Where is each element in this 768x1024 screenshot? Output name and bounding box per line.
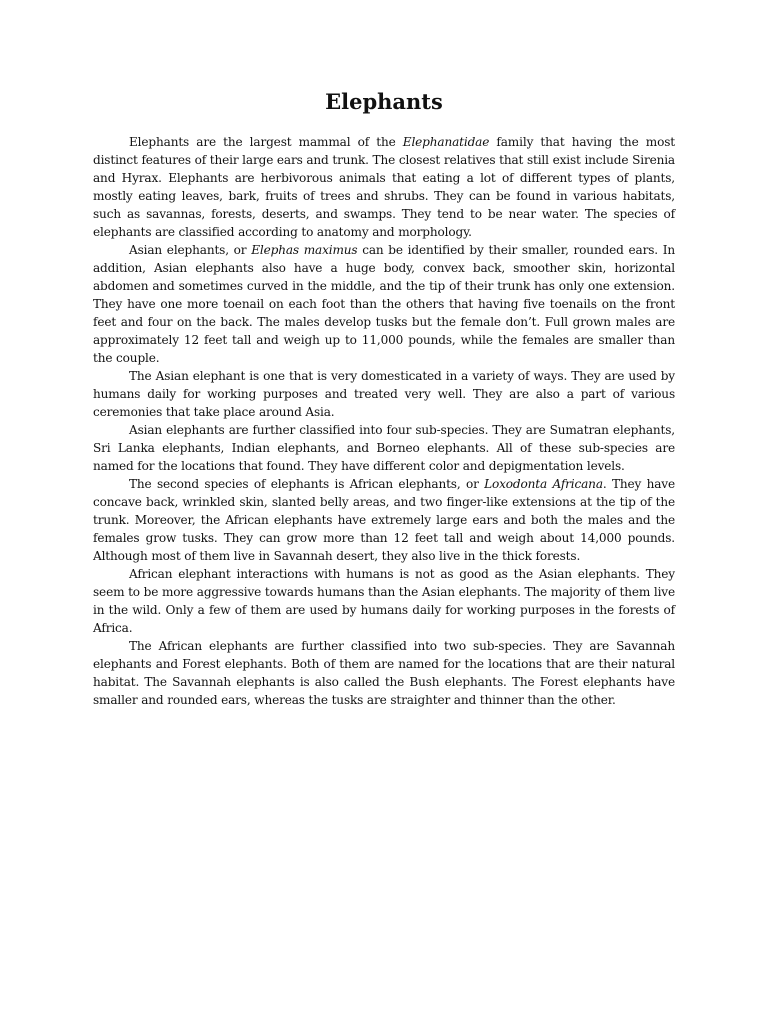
paragraph-african-interactions	[93, 565, 675, 637]
paragraph-italic-term: Loxodonta Africana	[484, 477, 603, 491]
paragraph-text: Asian elephants, or	[129, 243, 252, 257]
paragraph-italic-term: Elephas maximus	[251, 243, 358, 257]
paragraph-intro	[93, 133, 675, 241]
paragraph-african-subspecies	[93, 637, 675, 709]
paragraph-italic-term: Elephanatidae	[402, 135, 490, 149]
paragraph-asian-domestication	[93, 367, 675, 421]
paragraph-text: can be identified by their smaller, rounded ears. In addition, Asian elephants also have a huge body, convex back, smoother skin, horizontal abdomen and sometimes curved in the middle, and the tip of their trunk has only one extension. They have one more toenail on each foot than the others that having five toenails on the front feet and four on the back. The males develop tusks but the female don’t. Full grown males are approximately 12 feet tall and weigh up to 11,000 pounds, while the females are smaller than the couple.	[93, 243, 675, 365]
paragraph-text: . They have concave back, wrinkled skin, slanted belly areas, and two finger-like extensions at the tip of the trunk. Moreover, the African elephants have extremely large ears and both the males and the females grow tusks. They can grow more than 12 feet tall and weigh about 14,000 pounds. Although most of them live in Savannah desert, they also live in the thick forests.	[93, 477, 675, 563]
paragraph-text: family that having the most distinct features of their large ears and trunk. The closest relatives that still exist include Sirenia and Hyrax. Elephants are herbivorous animals that eating a lot of different types of plants, mostly eating leaves, bark, fruits of trees and shrubs. They can be found in various habitats, such as savannas, forests, deserts, and swamps. They tend to be near water. The species of elephants are classified according to anatomy and morphology.	[93, 135, 675, 239]
paragraph-asian-elephants	[93, 241, 675, 367]
paragraph-text: The second species of elephants is African elephants, or	[129, 477, 485, 491]
paragraph-text: African elephant interactions with humans is not as good as the Asian elephants. They seem to be more aggressive towards humans than the Asian elephants. The majority of them live in the wild. Only a few of them are used by humans daily for working purposes in the forests of Africa.	[93, 567, 675, 635]
paragraph-text: Asian elephants are further classified into four sub-species. They are Sumatran elephants, Sri Lanka elephants, Indian elephants, and Borneo elephants. All of these sub-species are named for the locations that found. They have different color and depigmentation levels.	[93, 423, 675, 473]
paragraph-asian-subspecies	[93, 421, 675, 475]
paragraph-african-elephants	[93, 475, 675, 565]
paragraph-text: Elephants are the largest mammal of the	[129, 135, 403, 149]
paragraph-text: The Asian elephant is one that is very domesticated in a variety of ways. They are used by humans daily for working purposes and treated very well. They are also a part of various ceremonies that take place around Asia.	[93, 369, 675, 419]
paragraph-text: The African elephants are further classified into two sub-species. They are Savannah elephants and Forest elephants. Both of them are named for the locations that are their natural habitat. The Savannah elephants is also called the Bush elephants. The Forest elephants have smaller and rounded ears, whereas the tusks are straighter and thinner than the other.	[93, 639, 675, 707]
page-title: Elephants	[325, 89, 443, 114]
document-body	[93, 133, 675, 709]
